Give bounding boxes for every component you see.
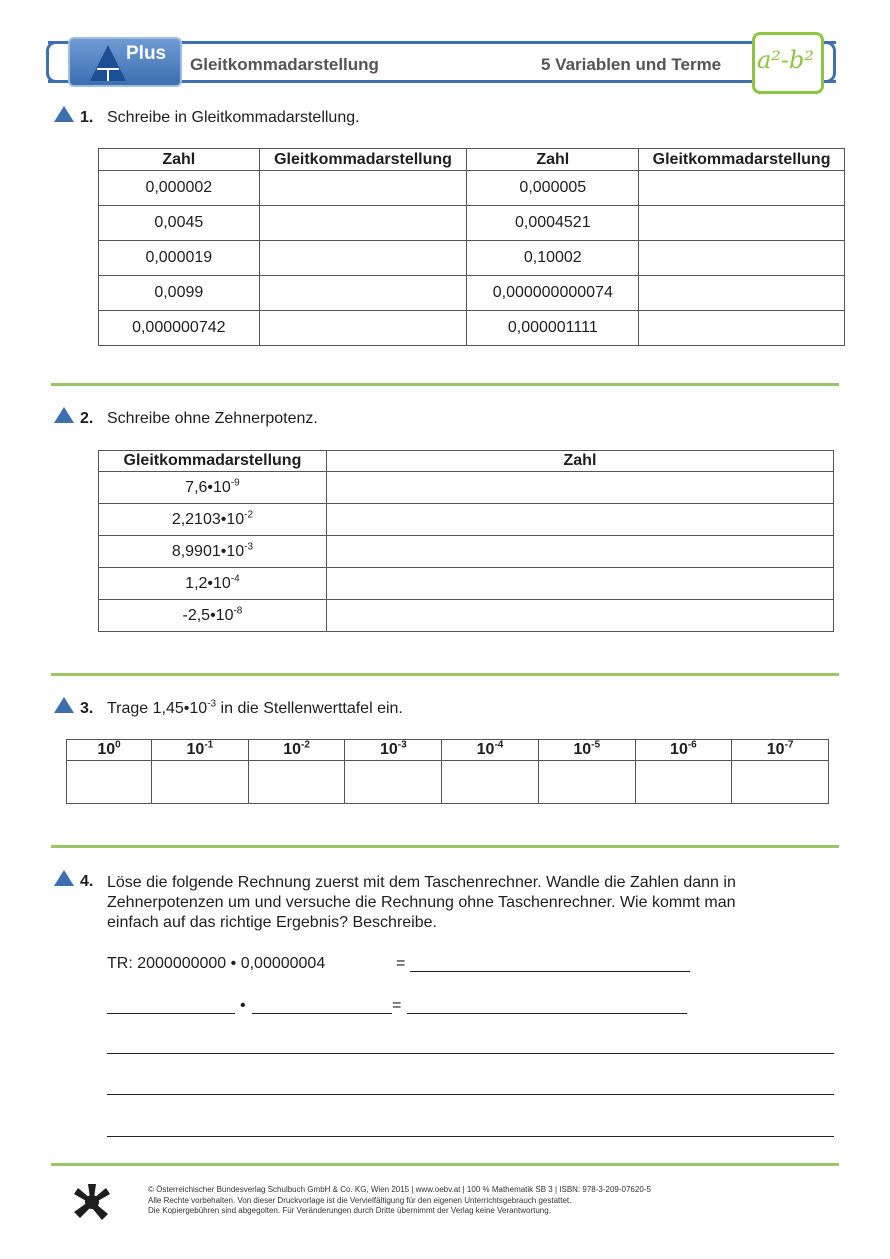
table-row [99,600,834,632]
answer-cell[interactable] [259,206,467,241]
answer-line[interactable] [410,971,690,972]
task-prompt: Schreibe ohne Zehnerpotenz. [107,410,318,427]
answer-cell[interactable] [326,536,833,568]
col-header: Zahl [326,451,833,472]
answer-cell[interactable] [259,311,467,346]
multiply-sign: • [240,997,246,1014]
col-header: $10^{-3}$ [345,740,442,761]
header-bracket-right [822,41,836,83]
float-cell: $-2,5•10^{-8}$ [99,600,327,632]
pyramid-icon [54,106,74,122]
float-table [98,148,845,346]
answer-cell[interactable] [639,276,845,311]
task-number: 2. [80,410,94,427]
answer-cell[interactable] [326,600,833,632]
answer-line[interactable] [107,1013,235,1014]
formula-badge-text: a²-b² [757,46,815,74]
answer-cell[interactable] [67,761,152,804]
answer-line[interactable] [407,1013,687,1014]
answer-line[interactable] [252,1013,392,1014]
section-divider [51,673,839,676]
pyramid-icon [54,870,74,886]
writing-line[interactable] [107,1053,834,1054]
table-row [99,504,834,536]
answer-cell[interactable] [442,761,539,804]
col-header: Gleitkommadarstellung [99,451,327,472]
answer-cell[interactable] [635,761,732,804]
table-row [99,536,834,568]
answer-cell[interactable] [639,241,845,276]
number-cell: 0,000000742 [99,311,260,346]
answer-cell[interactable] [326,472,833,504]
table-row [99,241,845,276]
task-number: 1. [80,109,94,126]
answer-cell[interactable] [326,504,833,536]
table-row [99,276,845,311]
task-prompt: Trage $1,45•10^{-3}$ in die Stellenwerttafel ein. [107,698,403,717]
answer-cell[interactable] [345,761,442,804]
col-header: Gleitkommadarstellung [259,149,467,171]
copyright-footer: © Österreichischer Bundesverlag Schulbuch GmbH & Co. KG, Wien 2015 | www.oebv.at | 100 % Mathematik SB 3 | ISBN: 978-3-209-07620-5 Alle Rechte vorbehalten. Von dieser Druckvorlage ist die Vervielfältigung für den eigenen Unterrichtsgebrauch gestattet. Die Kopiergebühren sind abgegolten. Für Veränderungen durch Dritte übernimmt der Verlag keine Verantwortung. [148,1185,651,1215]
col-header: $10^{-6}$ [635,740,732,761]
task-number: 4. [80,873,94,890]
task-prompt: Löse die folgende Rechnung zuerst mit dem Taschenrechner. Wandle die Zahlen dann in Zehnerpotenzen um und versuche die Rechnung ohne Taschenrechner. Wie kommt man einfach auf das richtige Ergebnis? Beschreibe. [107,874,736,931]
number-cell: 0,000005 [467,171,639,206]
answer-cell[interactable] [152,761,249,804]
answer-cell[interactable] [639,311,845,346]
calculation-text: TR: 2000000000 • 0,00000004 [107,955,326,972]
answer-cell[interactable] [259,276,467,311]
place-value-table [66,739,829,804]
answer-cell[interactable] [248,761,345,804]
task-prompt: Schreibe in Gleitkommadarstellung. [107,109,360,126]
col-header: $10^{-7}$ [732,740,829,761]
answer-cell[interactable] [259,241,467,276]
float-cell: $2,2103•10^{-2}$ [99,504,327,536]
number-cell: 0,000000000074 [467,276,639,311]
table-row [99,568,834,600]
col-header: Zahl [99,149,260,171]
answer-cell[interactable] [732,761,829,804]
answer-cell[interactable] [639,206,845,241]
exponent-table [98,450,834,632]
table-row [99,472,834,504]
writing-line[interactable] [107,1094,834,1095]
pyramid-icon [54,407,74,423]
answer-cell[interactable] [326,568,833,600]
task-number: 3. [80,700,94,717]
number-cell: 0,000019 [99,241,260,276]
pyramid-icon [54,697,74,713]
col-header: $10^{-1}$ [152,740,249,761]
number-cell: 0,10002 [467,241,639,276]
col-header: $10^{-5}$ [538,740,635,761]
float-cell: $7,6•10^{-9}$ [99,472,327,504]
col-header: $10^0$ [67,740,152,761]
number-cell: 0,0004521 [467,206,639,241]
number-cell: 0,000002 [99,171,260,206]
plus-label: Plus [126,43,167,64]
number-cell: 0,000001111 [467,311,639,346]
equals-sign: = [396,955,406,972]
equals-sign: = [392,997,402,1014]
section-divider [51,1163,839,1166]
table-row [67,761,829,804]
answer-cell[interactable] [639,171,845,206]
section-divider [51,383,839,386]
table-row [99,171,845,206]
publisher-logo-icon [72,1182,112,1222]
float-cell: $1,2•10^{-4}$ [99,568,327,600]
answer-cell[interactable] [259,171,467,206]
col-header: $10^{-2}$ [248,740,345,761]
page-title: Gleitkommadarstellung [190,55,379,74]
number-cell: 0,0045 [99,206,260,241]
answer-cell[interactable] [538,761,635,804]
number-cell: 0,0099 [99,276,260,311]
table-row [99,311,845,346]
section-divider [51,845,839,848]
chapter-title: 5 Variablen und Terme [541,55,722,74]
col-header: $10^{-4}$ [442,740,539,761]
col-header: Gleitkommadarstellung [639,149,845,171]
table-row [99,206,845,241]
float-cell: $8,9901•10^{-3}$ [99,536,327,568]
writing-line[interactable] [107,1136,834,1137]
col-header: Zahl [467,149,639,171]
